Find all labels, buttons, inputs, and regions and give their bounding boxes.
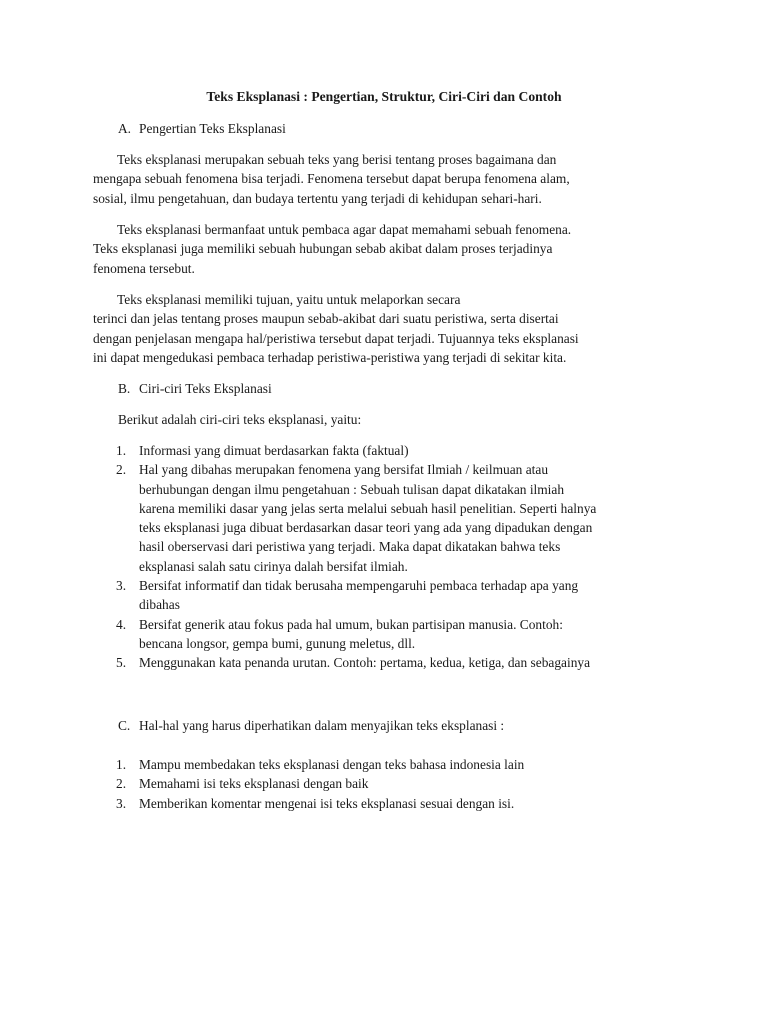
- list-item: [116, 755, 676, 774]
- list-item-number: 2.: [116, 776, 127, 792]
- paragraph-line: Teks eksplanasi merupakan sebuah teks yang berisi tentang proses bagaimana dan: [117, 152, 557, 167]
- list-item-line: Memberikan komentar mengenai isi teks eksplanasi sesuai dengan isi.: [139, 795, 515, 811]
- list-item-number: 5.: [116, 655, 127, 671]
- list-item-line: Bersifat informatif dan tidak berusaha mempengaruhi pembaca terhadap apa yang: [139, 578, 579, 594]
- section-c-heading: [118, 716, 504, 735]
- paragraph-line: ini dapat mengedukasi pembaca terhadap peristiwa-peristiwa yang terjadi di sekitar kita.: [93, 349, 567, 365]
- list-item-line: Mampu membedakan teks eksplanasi dengan teks bahasa indonesia lain: [139, 757, 525, 772]
- list-item-number: 4.: [116, 616, 127, 632]
- list-item-line: Hal yang dibahas merupakan fenomena yang bersifat Ilmiah / keilmuan atau: [139, 462, 549, 478]
- section-a-paragraph-3: [93, 290, 673, 367]
- section-b-letter: B.: [118, 381, 131, 396]
- list-item-number: 1.: [116, 757, 127, 772]
- list-item-line: eksplanasi salah satu cirinya dalah bersifat ilmiah.: [139, 558, 408, 574]
- paragraph-line: dengan penjelasan mengapa hal/peristiwa tersebut dapat terjadi. Tujuannya teks eksplanasi: [93, 330, 579, 346]
- list-item: [116, 774, 676, 793]
- section-a-letter: A.: [118, 121, 132, 136]
- list-item-line: bencana longsor, gempa bumi, gunung meletus, dll.: [139, 635, 416, 651]
- section-b-list: [116, 441, 676, 673]
- section-c-title: Hal-hal yang harus diperhatikan dalam menyajikan teks eksplanasi :: [139, 718, 505, 733]
- list-item-line: hasil oberservasi dari peristiwa yang terjadi. Maka dapat dikatakan bahwa teks: [139, 539, 561, 555]
- section-a-heading: [118, 119, 286, 138]
- section-b-title: Ciri-ciri Teks Eksplanasi: [139, 381, 272, 396]
- list-item: [116, 794, 676, 813]
- list-item-line: Bersifat generik atau fokus pada hal umum, bukan partisipan manusia. Contoh:: [139, 616, 563, 632]
- paragraph-line: mengapa sebuah fenomena bisa terjadi. Fenomena tersebut dapat berupa fenomena alam,: [93, 171, 570, 187]
- list-item-line: Memahami isi teks eksplanasi dengan baik: [139, 776, 369, 792]
- list-item: [116, 576, 676, 615]
- section-c-list: [116, 755, 676, 813]
- paragraph-line: Teks eksplanasi bermanfaat untuk pembaca agar dapat memahami sebuah fenomena.: [117, 222, 572, 237]
- paragraph-line: Teks eksplanasi memiliki tujuan, yaitu untuk melaporkan secara: [117, 292, 461, 307]
- document-title: Teks Eksplanasi : Pengertian, Struktur, Ciri-Ciri dan Contoh: [206, 89, 562, 104]
- list-item: [116, 460, 676, 576]
- list-item-number: 3.: [116, 578, 127, 594]
- list-item-line: teks eksplanasi juga dibuat berdasarkan dasar teori yang ada yang dipadukan dengan: [139, 520, 593, 536]
- list-item-line: Menggunakan kata penanda urutan. Contoh: pertama, kedua, ketiga, dan sebagainya: [139, 655, 591, 671]
- list-item-number: 1.: [116, 443, 127, 458]
- paragraph-line: terinci dan jelas tentang proses maupun sebab-akibat dari suatu peristiwa, serta disertai: [93, 311, 559, 327]
- paragraph-line: fenomena tersebut.: [93, 260, 195, 276]
- section-a-paragraph-2: [93, 220, 673, 278]
- section-a-paragraph-1: [93, 150, 673, 208]
- section-c-letter: C.: [118, 718, 131, 733]
- section-a-title: Pengertian Teks Eksplanasi: [139, 121, 286, 136]
- list-item-number: 2.: [116, 462, 127, 478]
- list-item: [116, 615, 676, 654]
- list-item: [116, 653, 676, 672]
- list-item-line: Informasi yang dimuat berdasarkan fakta (faktual): [139, 443, 409, 458]
- list-item-line: karena memiliki dasar yang jelas serta melalui sebuah hasil penelitian. Seperti halnya: [139, 500, 597, 516]
- list-item-line: dibahas: [139, 597, 180, 613]
- list-item: [116, 441, 676, 460]
- paragraph-line: sosial, ilmu pengetahuan, dan budaya tertentu yang terjadi di kehidupan sehari-hari.: [93, 190, 542, 206]
- section-b-heading: [118, 379, 272, 398]
- list-item-line: berhubungan dengan ilmu pengetahuan : Sebuah tulisan dapat dikatakan ilmiah: [139, 481, 565, 497]
- section-b-intro: Berikut adalah ciri-ciri teks eksplanasi, yaitu:: [118, 412, 362, 427]
- paragraph-line: Teks eksplanasi juga memiliki sebuah hubungan sebab akibat dalam proses terjadinya: [93, 241, 553, 257]
- list-item-number: 3.: [116, 795, 127, 811]
